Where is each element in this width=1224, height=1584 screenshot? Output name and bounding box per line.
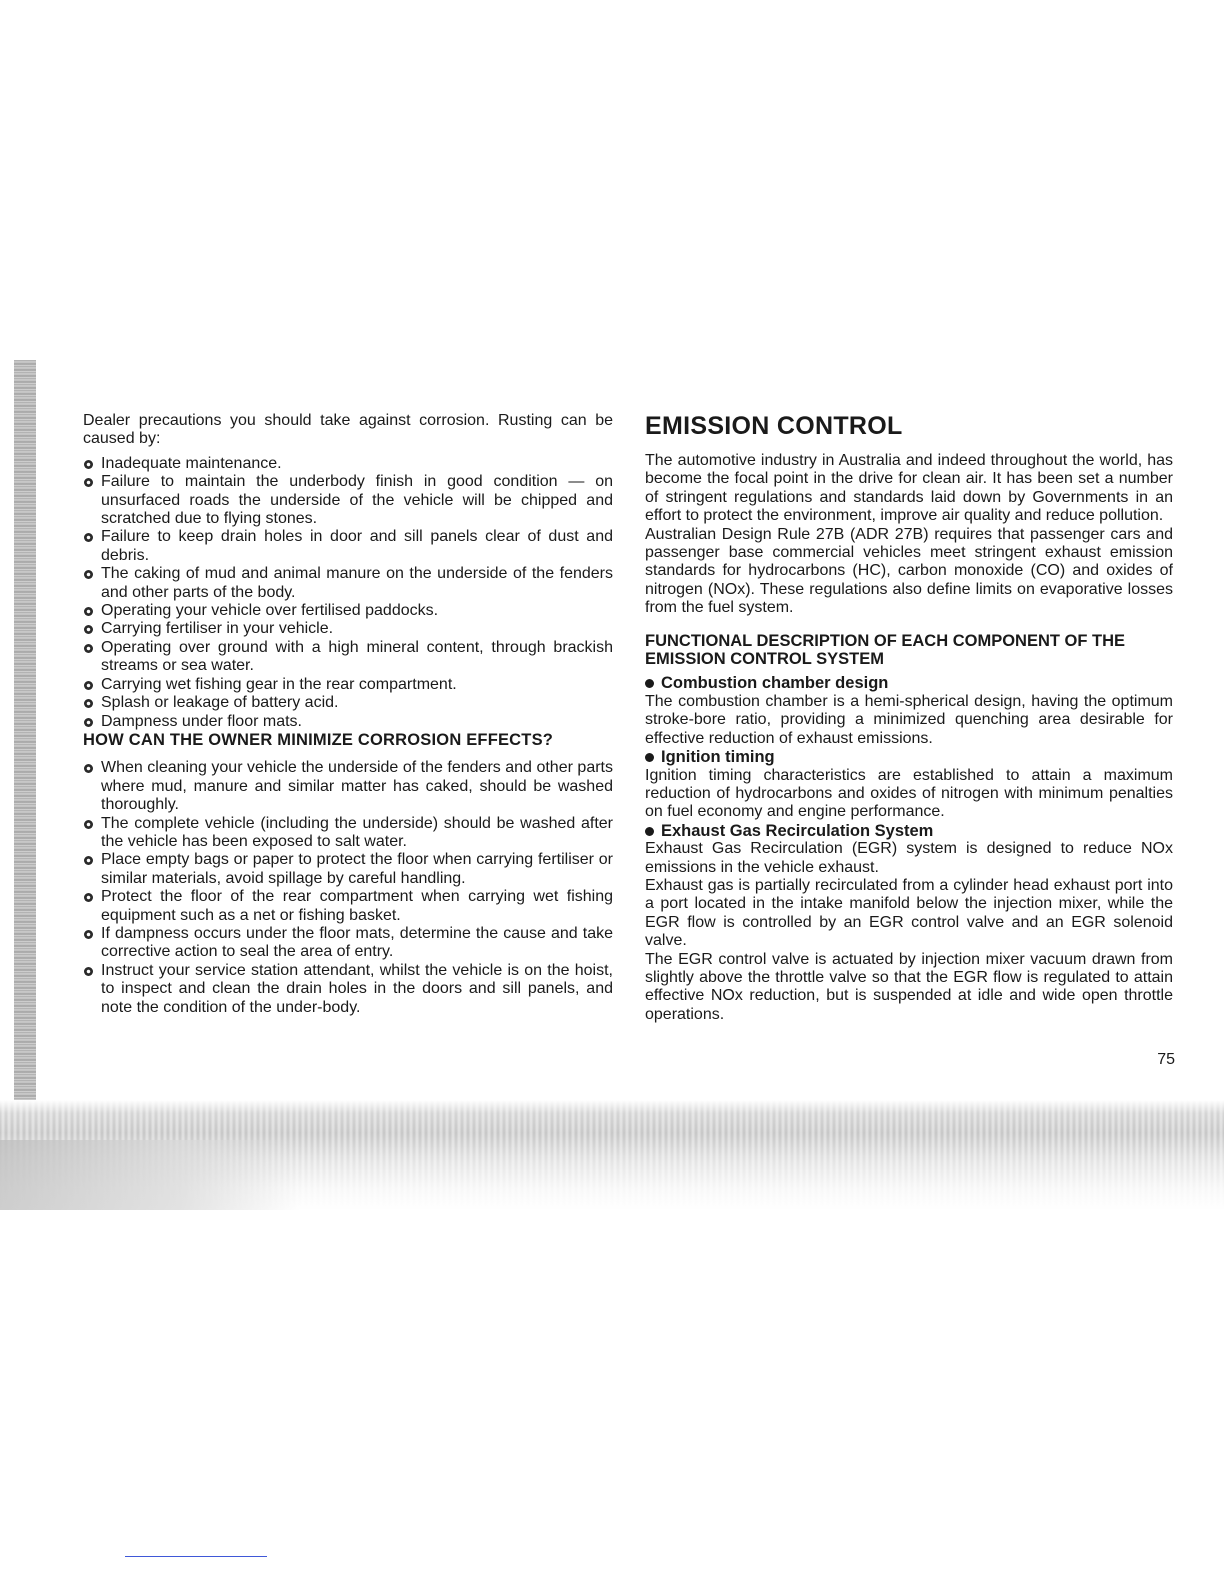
minimize-corrosion-heading: HOW CAN THE OWNER MINIMIZE CORROSION EFFECTS? [83,730,554,749]
list-item [83,962,613,1017]
bullet-icon [84,681,93,690]
bullet-icon [84,625,93,634]
bullet-icon [84,533,93,542]
list-item [83,676,613,694]
list-item-text: If dampness occurs under the floor mats, determine the cause and take corrective action to seal the area of entry. [101,924,613,961]
functional-description-heading: FUNCTIONAL DESCRIPTION OF EACH COMPONENT OF THE EMISSION CONTROL SYSTEM [645,631,1126,669]
combustion-chamber-title-text: Combustion chamber design [661,674,889,693]
list-item [83,565,613,602]
egr-text-3: The EGR control valve is actuated by injection mixer vacuum drawn from slightly above the throttle valve so that the EGR flow is regulated to attain effective NOx reduction, but is suspended at idle and wide open throttle operations. [645,950,1173,1023]
list-item [83,851,613,888]
list-item [83,620,613,638]
list-item-text: Operating over ground with a high mineral content, through brackish streams or sea water. [101,638,613,675]
bullet-icon [645,827,654,836]
list-item [83,759,613,814]
bullet-icon [84,699,93,708]
emission-intro-paragraph: The automotive industry in Australia and indeed throughout the world, has become the focal point in the drive for clean air. It has been set a number of stringent regulations and standards laid down by Governments in an effort to protect the environment, improve air quality and reduce pollution. [645,452,1173,525]
egr-heading [645,822,1173,840]
ignition-timing-title-text: Ignition timing [661,748,775,767]
bullet-icon [645,679,654,688]
list-item [83,925,613,962]
combustion-chamber-text: The combustion chamber is a hemi-spherical design, having the optimum stroke-bore ratio, providing a minimized quenching area desirable for effective reduction of exhaust emissions. [645,692,1173,747]
list-item-text: Place empty bags or paper to protect the floor when carrying fertiliser or similar materials, avoid spillage by careful handling. [101,851,613,887]
list-item-text: Carrying wet fishing gear in the rear compartment. [101,675,457,693]
list-item-text: Carrying fertiliser in your vehicle. [101,620,334,638]
list-item-text: Inadequate maintenance. [101,454,282,472]
egr-text-2: Exhaust gas is partially recirculated from a cylinder head exhaust port into a port located in the intake manifold below the injection mixer, while the EGR flow is controlled by an EGR control valve and an EGR solenoid valve. [645,876,1173,950]
list-item-text: Instruct your service station attendant, whilst the vehicle is on the hoist, to inspect and clean the drain holes in the doors and sill panels, and note the condition of the under-body. [101,961,613,1016]
list-item-text: Dampness under floor mats. [101,712,302,730]
list-item-text: When cleaning your vehicle the underside of the fenders and other parts where mud, manure and similar matter has caked, should be washed thoroughly. [101,759,613,814]
list-item-text: Protect the floor of the rear compartment when carrying wet fishing equipment such as a net or fishing basket. [101,888,613,924]
list-item [83,888,613,925]
corrosion-tips-list [83,759,613,1017]
list-item [83,694,613,712]
bullet-icon [84,570,93,579]
corrosion-intro: Dealer precautions you should take against corrosion. Rusting can be caused by: [83,412,613,448]
list-item-text: The caking of mud and animal manure on the underside of the fenders and other parts of the body. [101,565,613,601]
bullet-icon [84,893,93,902]
list-item [83,473,613,528]
bullet-icon [84,478,93,487]
bullet-icon [84,820,93,829]
list-item [83,639,613,676]
corrosion-causes-list [83,455,613,731]
scan-shadow-corner [0,1140,300,1210]
bullet-icon [645,753,654,762]
list-item-text: Failure to keep drain holes in door and sill panels clear of dust and debris. [101,528,613,564]
bullet-icon [84,856,93,865]
list-item [83,713,613,731]
page-number: 75 [1157,1051,1175,1068]
combustion-chamber-heading [645,674,1173,692]
list-item-text: Splash or leakage of battery acid. [101,694,339,712]
list-item [83,815,613,852]
list-item [83,602,613,620]
list-item-text: Failure to maintain the underbody finish in good condition — on unsurfaced roads the underside of the vehicle will be chipped and scratched due to flying stones. [101,473,613,528]
page-title: EMISSION CONTROL [645,412,903,440]
adr-paragraph: Australian Design Rule 27B (ADR 27B) requires that passenger cars and passenger base commercial vehicles meet stringent exhaust emission standards for hydrocarbons (HC), carbon monoxide (CO) and oxides of nitrogen (NOx). These regulations also define limits on evaporative losses from the fuel system. [645,525,1173,617]
left-column [83,412,613,1017]
scan-edge-left [14,360,36,1130]
list-item-text: Operating your vehicle over fertilised paddocks. [101,602,439,620]
bullet-icon [84,967,93,976]
ignition-timing-text: Ignition timing characteristics are established to attain a maximum reduction of hydrocarbons and oxides of nitrogen with minimum penalties on fuel economy and engine performance. [645,766,1173,821]
bullet-icon [84,460,93,469]
bullet-icon [84,718,93,727]
bullet-icon [84,930,93,939]
list-item [83,455,613,473]
list-item-text: The complete vehicle (including the underside) should be washed after the vehicle has been exposed to salt water. [101,814,613,850]
list-item [83,528,613,565]
ignition-timing-heading [645,748,1173,766]
egr-title-text: Exhaust Gas Recirculation System [661,821,934,840]
bullet-icon [84,764,93,773]
bullet-icon [84,607,93,616]
egr-text-1: Exhaust Gas Recirculation (EGR) system is designed to reduce NOx emissions in the vehicle exhaust. [645,840,1173,876]
bullet-icon [84,644,93,653]
footer-rule [125,1556,267,1557]
right-column [645,412,1173,1024]
